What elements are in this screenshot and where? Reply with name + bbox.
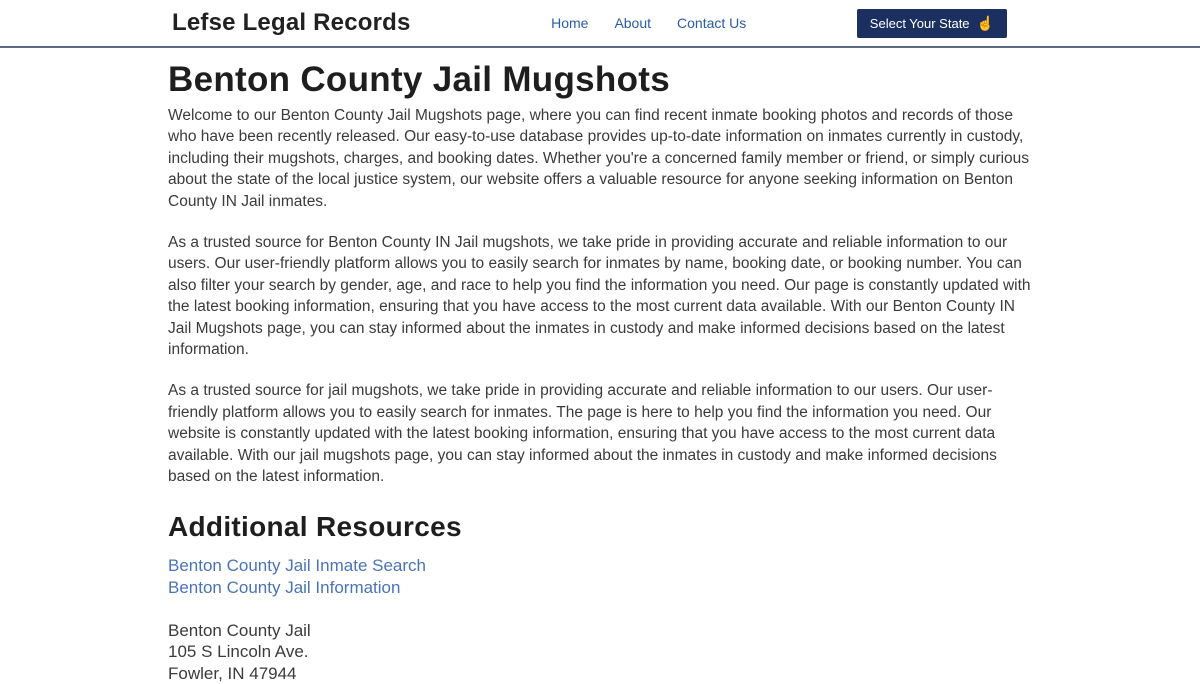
nav-link-about[interactable]: About [614,15,651,31]
select-your-state-label: Select Your State [870,16,970,31]
pointing-hand-icon: ☝ [977,16,994,30]
inmate-search-link[interactable]: Benton County Jail Inmate Search [168,555,1032,577]
resource-links [168,555,1032,599]
select-your-state-button[interactable] [857,9,1007,38]
main-nav [521,15,746,31]
trusted-source-jail-paragraph: As a trusted source for jail mugshots, we take pride in providing accurate and reliable information to our users. Our user-friendly platform allows you to easily search for inmates. The page is here to help you find the information you need. Our website is constantly updated with the latest booking information, ensuring that you have access to the most current data available. With our jail mugshots page, you can stay informed about the inmates in custody and make informed decisions based on the latest information. [168,380,1032,487]
main-content [168,62,1032,684]
site-header [0,0,1200,48]
jail-address-city-state-zip: Fowler, IN 47944 [168,663,1032,684]
jail-information-link[interactable]: Benton County Jail Information [168,577,1032,599]
nav-link-home[interactable]: Home [551,15,588,31]
trusted-source-county-paragraph: As a trusted source for Benton County IN Jail mugshots, we take pride in providing accurate and reliable information to our users. Our user-friendly platform allows you to easily search for inmates by name, booking date, or booking number. You can also filter your search by gender, age, and race to help you find the information you need. Our page is constantly updated with the latest booking information, ensuring that you have access to the most current data available. With our Benton County IN Jail Mugshots page, you can stay informed about the inmates in custody and make informed decisions based on the latest information. [168,232,1032,360]
intro-paragraph: Welcome to our Benton County Jail Mugshots page, where you can find recent inmate booking photos and records of those who have been recently released. Our easy-to-use database provides up-to-date information on inmates currently in custody, including their mugshots, charges, and booking dates. Whether you're a concerned family member or friend, or simply curious about the state of the local justice system, our website offers a valuable resource for anyone seeking information on Benton County IN Jail inmates. [168,105,1032,212]
page-title: Benton County Jail Mugshots [168,62,1032,98]
site-logo[interactable]: Lefse Legal Records [172,9,411,37]
jail-address-block [168,620,1032,684]
jail-address-name: Benton County Jail [168,620,1032,642]
jail-address-street: 105 S Lincoln Ave. [168,641,1032,663]
additional-resources-heading: Additional Resources [168,513,1032,541]
nav-link-contact-us[interactable]: Contact Us [677,15,746,31]
